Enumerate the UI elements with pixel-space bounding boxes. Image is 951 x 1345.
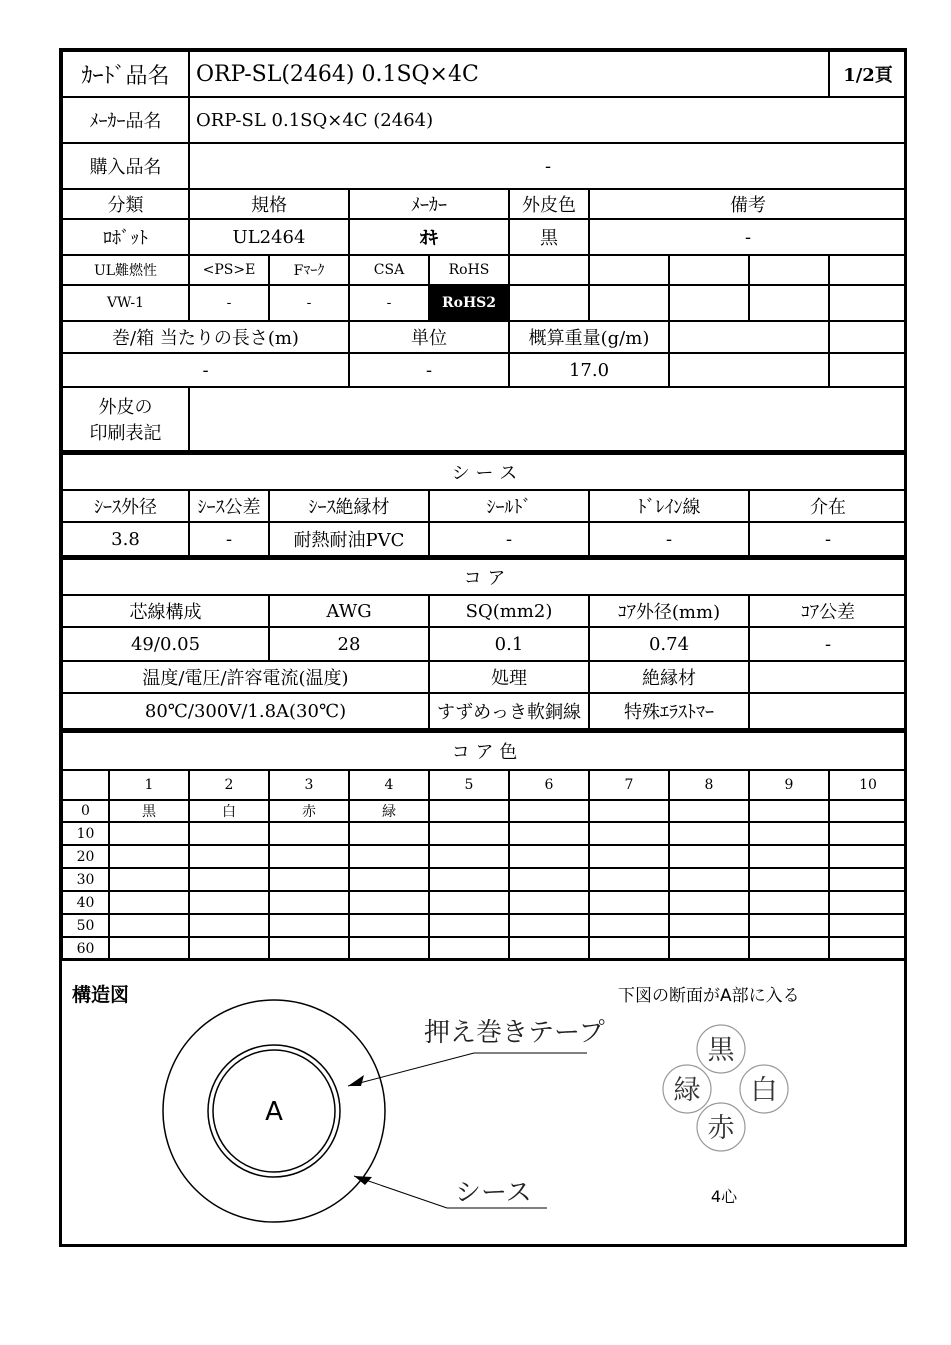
core-color-cell xyxy=(829,800,907,822)
certification-value xyxy=(509,285,589,321)
certification-header xyxy=(509,255,589,285)
length-header xyxy=(829,321,907,353)
length-value: - xyxy=(62,353,349,387)
drawing-title: 構造図 xyxy=(72,984,130,1006)
core-value: - xyxy=(749,627,907,661)
length-header: 巻/箱 当たりの長さ(m) xyxy=(62,321,349,353)
printing-label-line: 印刷表記 xyxy=(89,423,162,444)
sheath-header: ｼｰﾙﾄﾞ xyxy=(429,490,589,522)
sheath-header: ﾄﾞﾚｲﾝ線 xyxy=(589,490,749,522)
core-color-cell xyxy=(669,868,749,891)
certification-header: RoHS xyxy=(429,255,509,285)
core-color-row-label: 60 xyxy=(62,937,109,960)
classification-header: 規格 xyxy=(189,189,349,219)
sheath-header: ｼｰｽ絶縁材 xyxy=(269,490,429,522)
sheath-leader-arrow-icon xyxy=(354,1176,372,1185)
core-color-cell xyxy=(509,800,589,822)
core-header-2: 絶縁材 xyxy=(589,661,749,693)
core-header-2: 温度/電圧/許容電流(温度) xyxy=(62,661,429,693)
sheath-value: 耐熱耐油PVC xyxy=(269,522,429,556)
certification-value xyxy=(829,285,907,321)
core-color-cell xyxy=(509,914,589,937)
core-color-cell xyxy=(829,868,907,891)
core-color-column: 7 xyxy=(589,770,669,800)
core-header: SQ(mm2) xyxy=(429,595,589,627)
core-color-cell xyxy=(269,914,349,937)
certification-value: RoHS2 xyxy=(429,285,509,321)
purchase-name-value: - xyxy=(189,143,907,189)
classification-value: 黒 xyxy=(509,219,589,255)
sheath-value: - xyxy=(189,522,269,556)
core-color-cell xyxy=(429,868,509,891)
certification-value: - xyxy=(349,285,429,321)
core-color-column: 2 xyxy=(189,770,269,800)
core-color-cell: 黒 xyxy=(109,800,189,822)
classification-header: ﾒｰｶｰ xyxy=(349,189,509,219)
classification-value: - xyxy=(589,219,907,255)
core-color-column: 3 xyxy=(269,770,349,800)
sheath-header: ｼｰｽ公差 xyxy=(189,490,269,522)
core-color-label: 黒 xyxy=(707,1035,735,1066)
core-color-column: 8 xyxy=(669,770,749,800)
core-color-cell xyxy=(829,822,907,845)
core-color-row-label: 40 xyxy=(62,891,109,914)
core-color-cell xyxy=(349,822,429,845)
core-color-corner xyxy=(62,770,109,800)
core-header: ｺｱ外径(mm) xyxy=(589,595,749,627)
core-color-cell xyxy=(349,845,429,868)
core-color-cell xyxy=(669,800,749,822)
core-color-cell xyxy=(429,800,509,822)
core-value: 49/0.05 xyxy=(62,627,269,661)
tape-label: 押え巻きテープ xyxy=(424,1018,605,1048)
core-value-2: すずめっき軟銅線 xyxy=(429,693,589,729)
card-name-label: ｶｰﾄﾞ品名 xyxy=(62,51,189,97)
certification-header: UL難燃性 xyxy=(62,255,189,285)
length-header: 概算重量(g/m) xyxy=(509,321,669,353)
core-color-cell xyxy=(589,937,669,960)
printing-label xyxy=(62,387,189,451)
core-color-cell xyxy=(269,845,349,868)
core-count: 4心 xyxy=(710,1187,738,1206)
length-header: 単位 xyxy=(349,321,509,353)
core-color-row-label: 10 xyxy=(62,822,109,845)
core-color-label: 赤 xyxy=(707,1113,735,1144)
core-color-cell: 白 xyxy=(189,800,269,822)
certification-value xyxy=(589,285,669,321)
core-color-row-label: 0 xyxy=(62,800,109,822)
sheath-header: 介在 xyxy=(749,490,907,522)
certification-value: VW-1 xyxy=(62,285,189,321)
core-header-2 xyxy=(749,661,907,693)
core-color-cell xyxy=(749,800,829,822)
core-color-cell xyxy=(429,845,509,868)
core-color-cell xyxy=(429,822,509,845)
core-color-cell xyxy=(509,822,589,845)
certification-value: - xyxy=(189,285,269,321)
core-color-column: 5 xyxy=(429,770,509,800)
sheath-value: - xyxy=(429,522,589,556)
core-color-cell xyxy=(189,914,269,937)
core-color-cell xyxy=(349,868,429,891)
core-color-cell xyxy=(189,822,269,845)
core-color-cell xyxy=(349,914,429,937)
core-color-cell xyxy=(109,822,189,845)
core-color-cell xyxy=(109,937,189,960)
length-value xyxy=(669,353,829,387)
core-color-cell xyxy=(669,891,749,914)
core-color-cell xyxy=(589,800,669,822)
core-color-cell xyxy=(429,937,509,960)
core-color-cell xyxy=(669,845,749,868)
classification-value: ﾛﾎﾞｯﾄ xyxy=(62,219,189,255)
purchase-name-label: 購入品名 xyxy=(62,143,189,189)
tape-leader-arrow-icon xyxy=(348,1075,364,1086)
core-color-cell xyxy=(589,822,669,845)
certification-header xyxy=(669,255,749,285)
classification-header: 分類 xyxy=(62,189,189,219)
core-color-cell: 緑 xyxy=(349,800,429,822)
classification-header: 備考 xyxy=(589,189,907,219)
core-color-cell xyxy=(509,845,589,868)
core-color-cell xyxy=(269,937,349,960)
core-color-cell xyxy=(829,845,907,868)
certification-header xyxy=(749,255,829,285)
tape-leader-line xyxy=(348,1053,474,1086)
core-color-cell xyxy=(189,845,269,868)
certification-header xyxy=(589,255,669,285)
classification-header: 外皮色 xyxy=(509,189,589,219)
certification-value xyxy=(749,285,829,321)
core-color-cell xyxy=(749,845,829,868)
core-color-cell xyxy=(429,891,509,914)
printing-value xyxy=(189,387,907,451)
core-color-cell xyxy=(109,891,189,914)
core-color-cell xyxy=(509,891,589,914)
maker-name-label: ﾒｰｶｰ品名 xyxy=(62,97,189,143)
page-number: 1/2頁 xyxy=(829,51,907,97)
certification-header: <PS>E xyxy=(189,255,269,285)
core-color-cell xyxy=(109,868,189,891)
core-title: コ ア xyxy=(62,559,907,595)
core-color-cell xyxy=(669,914,749,937)
core-color-cell xyxy=(109,845,189,868)
sheath-value: 3.8 xyxy=(62,522,189,556)
classification-value: UL2464 xyxy=(189,219,349,255)
core-color-cell xyxy=(589,914,669,937)
core-color-column: 10 xyxy=(829,770,907,800)
sheath-value: - xyxy=(749,522,907,556)
certification-header xyxy=(829,255,907,285)
sheath-value: - xyxy=(589,522,749,556)
core-area-label: A xyxy=(265,1097,283,1127)
core-color-cell xyxy=(749,868,829,891)
maker-name-value: ORP-SL 0.1SQ×4C (2464) xyxy=(189,97,907,143)
core-color-column: 9 xyxy=(749,770,829,800)
core-value: 0.1 xyxy=(429,627,589,661)
length-value: - xyxy=(349,353,509,387)
certification-value xyxy=(669,285,749,321)
length-value: 17.0 xyxy=(509,353,669,387)
certification-header: CSA xyxy=(349,255,429,285)
core-header: AWG xyxy=(269,595,429,627)
core-color-label: 白 xyxy=(750,1075,778,1106)
core-value: 28 xyxy=(269,627,429,661)
core-color-cell xyxy=(269,868,349,891)
core-header-2: 処理 xyxy=(429,661,589,693)
core-color-cell xyxy=(749,937,829,960)
core-color-cell xyxy=(189,868,269,891)
core-color-column: 6 xyxy=(509,770,589,800)
core-color-cell xyxy=(669,937,749,960)
core-color-row-label: 20 xyxy=(62,845,109,868)
core-value: 0.74 xyxy=(589,627,749,661)
core-color-title: コ ア 色 xyxy=(62,732,907,770)
core-color-cell xyxy=(349,937,429,960)
core-color-cell xyxy=(589,845,669,868)
core-color-cell xyxy=(429,914,509,937)
core-color-cell xyxy=(749,914,829,937)
core-header: ｺｱ公差 xyxy=(749,595,907,627)
classification-value: ｵｷ xyxy=(349,219,509,255)
core-color-cell: 赤 xyxy=(269,800,349,822)
core-value-2 xyxy=(749,693,907,729)
core-color-cell xyxy=(189,937,269,960)
length-header xyxy=(669,321,829,353)
core-color-cell xyxy=(269,891,349,914)
printing-label-line: 外皮の xyxy=(98,397,153,418)
core-color-cell xyxy=(589,891,669,914)
core-color-cell xyxy=(269,822,349,845)
core-color-column: 4 xyxy=(349,770,429,800)
sheath-label: シース xyxy=(455,1178,532,1208)
core-color-label: 緑 xyxy=(673,1075,701,1106)
core-color-cell xyxy=(189,891,269,914)
spec-sheet xyxy=(59,48,907,1247)
sheath-header: ｼｰｽ外径 xyxy=(62,490,189,522)
core-color-row-label: 30 xyxy=(62,868,109,891)
length-value xyxy=(829,353,907,387)
core-color-cell xyxy=(349,891,429,914)
certification-value: - xyxy=(269,285,349,321)
core-header: 芯線構成 xyxy=(62,595,269,627)
card-name-value: ORP-SL(2464) 0.1SQ×4C xyxy=(189,51,829,97)
core-color-cell xyxy=(749,822,829,845)
structure-drawing xyxy=(62,961,904,1241)
core-color-cell xyxy=(749,891,829,914)
core-color-cell xyxy=(109,914,189,937)
certification-header: Fﾏｰｸ xyxy=(269,255,349,285)
sheath-title: シ ー ス xyxy=(62,454,907,490)
core-color-cell xyxy=(829,937,907,960)
core-value-2: 特殊ｴﾗｽﾄﾏｰ xyxy=(589,693,749,729)
core-color-row-label: 50 xyxy=(62,914,109,937)
core-color-cell xyxy=(509,937,589,960)
core-color-cell xyxy=(829,891,907,914)
core-value-2: 80℃/300V/1.8A(30℃) xyxy=(62,693,429,729)
core-color-column: 1 xyxy=(109,770,189,800)
section-note: 下図の断面がA部に入る xyxy=(618,986,800,1006)
core-color-cell xyxy=(829,914,907,937)
core-color-cell xyxy=(669,822,749,845)
core-color-cell xyxy=(589,868,669,891)
core-color-cell xyxy=(509,868,589,891)
